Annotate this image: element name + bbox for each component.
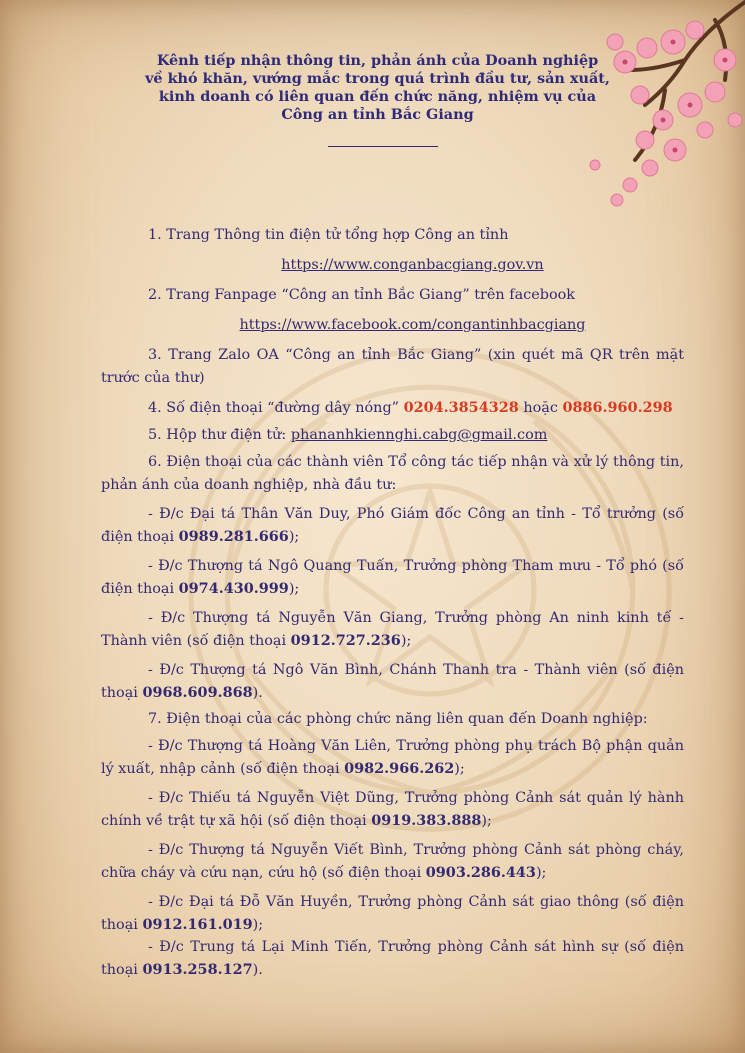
member-text: - Đ/c Thượng tá Ngô Văn Bình, Chánh Thanh tra - Thành viên (số điện thoại: [101, 662, 684, 701]
member-end: );: [400, 632, 412, 649]
department-entry-5: [101, 936, 684, 981]
member-text: - Đ/c Đại tá Thân Văn Duy, Phó Giám đốc Công an tỉnh - Tổ trưởng (số điện thoại: [101, 506, 684, 545]
member-phone: 0912.727.236: [290, 631, 401, 649]
item-2: 2. Trang Fanpage “Công an tỉnh Bắc Giang” trên facebook: [148, 287, 576, 303]
member-entry-1: [101, 503, 684, 548]
document-title: [130, 52, 625, 124]
member-end: );: [288, 580, 300, 597]
item-7: 7. Điện thoại của các phòng chức năng liên quan đến Doanh nghiệp:: [148, 711, 648, 727]
item-1: 1. Trang Thông tin điện tử tổng hợp Công an tỉnh: [148, 227, 509, 243]
channel-list: [101, 224, 684, 988]
hotline-phone-2: 0886.960.298: [562, 399, 673, 416]
member-phone: 0989.281.666: [178, 527, 289, 545]
member-end: );: [288, 528, 300, 545]
member-end: ).: [252, 684, 263, 701]
member-entry-4: [101, 659, 684, 704]
department-end: );: [481, 812, 492, 829]
department-phone: 0982.966.262: [344, 759, 455, 777]
title-line-1: Kênh tiếp nhận thông tin, phản ánh của Doanh nghiệp: [156, 52, 599, 69]
member-entry-3: [101, 607, 684, 652]
website-link[interactable]: https://www.conganbacgiang.gov.vn: [281, 257, 544, 273]
department-text: - Đ/c Thượng tá Nguyễn Viết Bình, Trưởng phòng Cảnh sát phòng cháy, chữa cháy và cứu nạn, cứu hộ (số điện thoại: [101, 842, 684, 881]
item-4-or: hoặc: [518, 400, 563, 416]
member-text: - Đ/c Thượng tá Nguyễn Văn Giang, Trưởng phòng An ninh kinh tế - Thành viên (số điện thoại: [101, 610, 684, 649]
department-phone: 0919.383.888: [371, 811, 482, 829]
department-end: );: [252, 916, 264, 933]
hotline-phone-1: 0204.3854328: [403, 399, 519, 416]
member-text: - Đ/c Thượng tá Ngô Quang Tuấn, Trưởng phòng Tham mưu - Tổ phó (số điện thoại: [101, 558, 684, 597]
item-5: [101, 424, 684, 447]
department-phone: 0913.258.127: [142, 960, 253, 978]
department-entry-1: [101, 735, 684, 780]
department-text: - Đ/c Thiếu tá Nguyễn Việt Dũng, Trưởng phòng Cảnh sát quản lý hành chính về trật tự xã hội (số điện thoại: [101, 790, 684, 829]
title-line-4: Công an tỉnh Bắc Giang: [281, 106, 474, 123]
department-entry-4: [101, 891, 684, 936]
department-end: ).: [252, 961, 263, 978]
item-4: [101, 396, 684, 420]
department-phone: 0912.161.019: [142, 915, 253, 933]
member-phone: 0968.609.868: [142, 683, 253, 701]
title-line-2: về khó khăn, vướng mắc trong quá trình đầu tư, sản xuất,: [145, 70, 610, 87]
member-phone: 0974.430.999: [178, 579, 289, 597]
department-text: - Đ/c Đại tá Đỗ Văn Huyền, Trưởng phòng Cảnh sát giao thông (số điện thoại: [101, 894, 684, 933]
department-end: );: [454, 760, 465, 777]
title-underline: [328, 146, 438, 147]
member-entry-2: [101, 555, 684, 600]
item-6: 6. Điện thoại của các thành viên Tổ công tác tiếp nhận và xử lý thông tin, phản ánh của doanh nghiệp, nhà đầu tư:: [101, 454, 684, 493]
department-text: - Đ/c Trung tá Lại Minh Tiến, Trưởng phòng Cảnh sát hình sự (số điện thoại: [101, 939, 684, 978]
item-5-label: 5. Hộp thư điện tử:: [148, 427, 291, 443]
department-end: );: [535, 864, 547, 881]
facebook-link[interactable]: https://www.facebook.com/congantinhbacgiang: [239, 317, 586, 333]
item-3: 3. Trang Zalo OA “Công an tỉnh Bắc Giang” (xin quét mã QR trên mặt trước của thư): [101, 347, 684, 386]
email-link[interactable]: phananhkiennghi.cabg@gmail.com: [290, 427, 548, 443]
department-text: - Đ/c Thượng tá Hoàng Văn Liên, Trưởng phòng phụ trách Bộ phận quản lý xuất, nhập cảnh (số điện thoại: [101, 738, 684, 777]
department-entry-2: [101, 787, 684, 832]
title-line-3: kinh doanh có liên quan đến chức năng, nhiệm vụ của: [158, 88, 597, 105]
department-phone: 0903.286.443: [425, 863, 536, 881]
department-entry-3: [101, 839, 684, 884]
item-4-label: 4. Số điện thoại “đường dây nóng”: [148, 400, 404, 416]
